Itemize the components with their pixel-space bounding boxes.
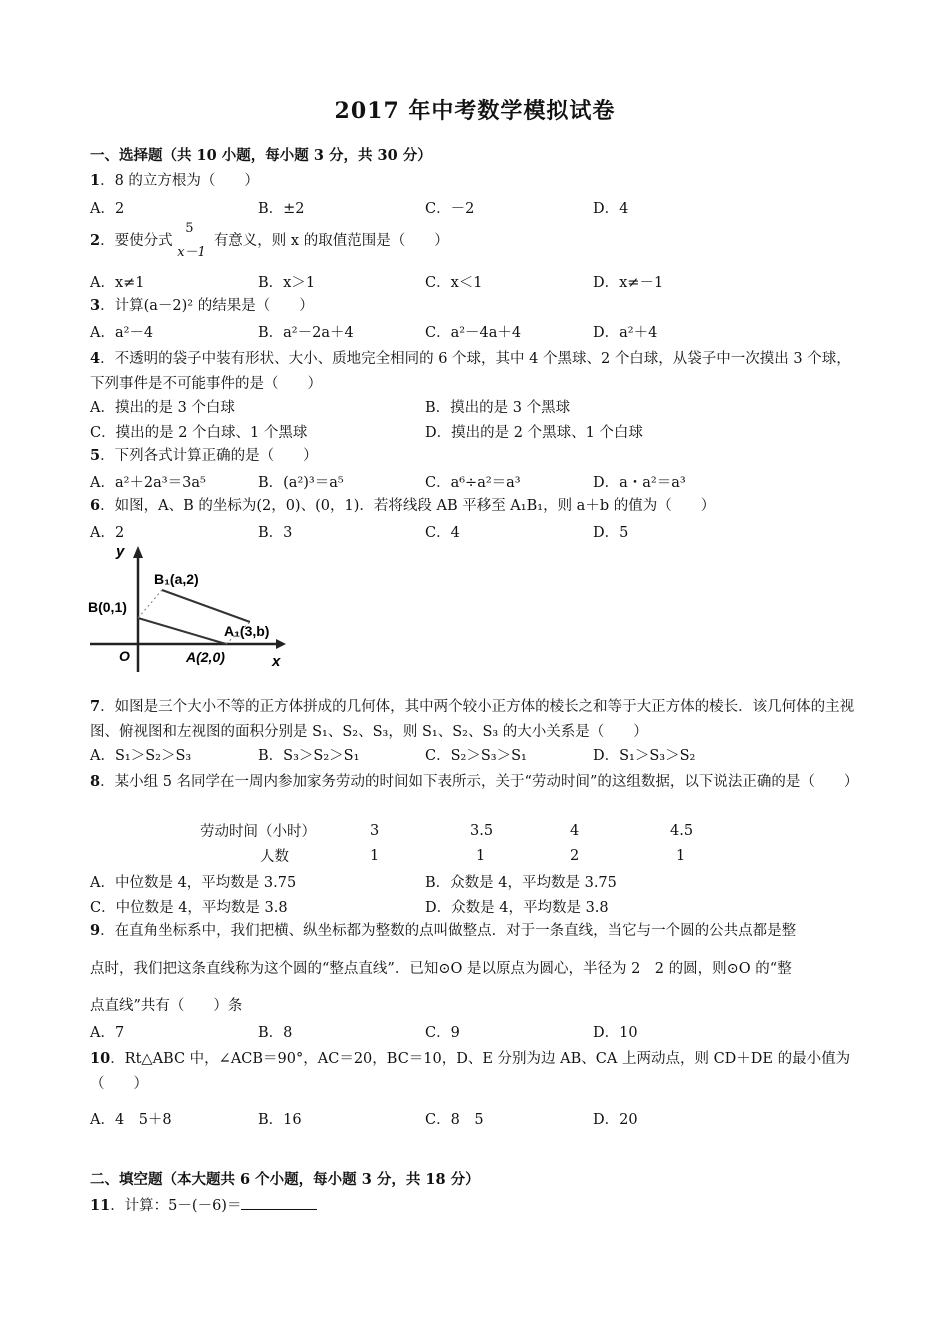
q6-option-b: B．3 bbox=[258, 525, 293, 541]
translation-guide-b bbox=[138, 590, 162, 618]
question-10 bbox=[90, 1046, 860, 1097]
table-row bbox=[200, 818, 730, 843]
page-title: 2017 年中考数学模拟试卷 bbox=[334, 98, 616, 124]
question-text: ．在直角坐标系中，我们把横、纵坐标都为整数的点叫做整点．对于一条直线，当它与一个圆的公共点都是整 bbox=[100, 923, 797, 939]
question-text: ．某小组 5 名同学在一周内参加家务劳动的时间如下表所示，关于“劳动时间”的这组数据，以下说法正确的是（ ） bbox=[100, 774, 859, 790]
q8-option-a: A．中位数是 4，平均数是 3.75 bbox=[90, 875, 297, 891]
question-number: 8 bbox=[90, 773, 101, 790]
q7-option-a: A．S₁＞S₂＞S₃ bbox=[90, 748, 192, 764]
q10-option-d: D．20 bbox=[593, 1112, 638, 1128]
q2-option-a: A．x≠1 bbox=[90, 275, 145, 291]
question-text: ．计算(a－2)² 的结果是（ ） bbox=[100, 298, 314, 314]
q10-option-c: C．8 5 bbox=[425, 1112, 484, 1128]
table-cell: 4.5 bbox=[670, 822, 694, 839]
question-number: 2 bbox=[90, 232, 101, 249]
q8-option-b: B．众数是 4，平均数是 3.75 bbox=[425, 875, 617, 891]
q3-option-c: C．a²－4a＋4 bbox=[425, 325, 522, 341]
question-2 bbox=[90, 221, 449, 260]
table-row-label: 劳动时间（小时） bbox=[200, 824, 316, 840]
point-b-label: B(0,1) bbox=[88, 599, 127, 615]
question-number: 9 bbox=[90, 922, 101, 939]
table-row bbox=[200, 843, 730, 868]
question-5 bbox=[90, 446, 318, 466]
question-number: 4 bbox=[90, 350, 101, 367]
table-cell: 1 bbox=[476, 847, 486, 864]
question-text: ．如图，A、B 的坐标为(2，0)、(0，1)．若将线段 AB 平移至 A₁B₁，则 a＋b 的值为（ ） bbox=[100, 498, 716, 514]
question-text: ．不透明的袋子中装有形状、大小、质地完全相同的 6 个球，其中 4 个黑球、2 个白球，从袋子中一次摸出 3 个球，下列事件是不可能事件的是（ ） bbox=[90, 351, 851, 392]
q6-option-c: C．4 bbox=[425, 525, 460, 541]
question-9-line-1 bbox=[90, 921, 796, 941]
question-7 bbox=[90, 694, 860, 745]
question-6 bbox=[90, 496, 715, 516]
question-text-post: 有意义，则 x 的取值范围是（ ） bbox=[213, 233, 449, 249]
section1-heading: 一、选择题（共 10 小题，每小题 3 分，共 30 分） bbox=[90, 147, 432, 164]
q3-option-d: D．a²＋4 bbox=[593, 325, 658, 341]
q9-option-c: C．9 bbox=[425, 1025, 460, 1041]
table-cell: 4 bbox=[570, 822, 580, 839]
q1-option-b: B．±2 bbox=[258, 201, 305, 217]
table-cell: 1 bbox=[676, 847, 686, 864]
question-3 bbox=[90, 296, 314, 316]
question-text-pre: ．要使分式 bbox=[100, 233, 173, 249]
y-axis-arrow bbox=[133, 546, 143, 558]
q3-option-b: B．a²－2a＋4 bbox=[258, 325, 354, 341]
table-cell: 3.5 bbox=[470, 822, 494, 839]
question-number: 5 bbox=[90, 447, 101, 464]
question-11 bbox=[90, 1195, 317, 1216]
fraction bbox=[177, 221, 209, 260]
q3-option-a: A．a²－4 bbox=[90, 325, 154, 341]
q10-option-b: B．16 bbox=[258, 1112, 302, 1128]
segment-ab bbox=[138, 618, 226, 644]
x-axis-arrow bbox=[276, 639, 286, 649]
q4-option-a: A．摸出的是 3 个白球 bbox=[90, 400, 235, 416]
section2-heading: 二、填空题（本大题共 6 个小题，每小题 3 分，共 18 分） bbox=[90, 1171, 480, 1188]
q8-option-c: C．中位数是 4，平均数是 3.8 bbox=[90, 900, 288, 916]
question-number: 1 bbox=[90, 172, 101, 189]
question-number: 7 bbox=[90, 698, 101, 715]
q2-option-c: C．x＜1 bbox=[425, 275, 483, 291]
q7-option-b: B．S₃＞S₂＞S₁ bbox=[258, 748, 360, 764]
q7-option-c: C．S₂＞S₃＞S₁ bbox=[425, 748, 527, 764]
x-axis-label: x bbox=[272, 653, 281, 670]
q2-option-d: D．x≠－1 bbox=[593, 275, 664, 291]
point-b1-label: B₁(a,2) bbox=[154, 571, 199, 587]
q9-option-b: B．8 bbox=[258, 1025, 293, 1041]
q6-option-d: D．5 bbox=[593, 525, 629, 541]
table-cell: 1 bbox=[370, 847, 380, 864]
q5-option-b: B．(a²)³＝a⁵ bbox=[258, 475, 344, 491]
question-text: ．计算：5－(－6)＝ bbox=[110, 1198, 242, 1214]
q9-option-a: A．7 bbox=[90, 1025, 125, 1041]
point-a1-label: A₁(3,b) bbox=[224, 623, 270, 639]
question-text: ．如图是三个大小不等的正方体拼成的几何体，其中两个较小正方体的棱长之和等于大正方体的棱长．该几何体的主视图、俯视图和左视图的面积分别是 S₁、S₂、S₃，则 S₁、S₂、S₃ 的大小关系是（ ） bbox=[90, 699, 855, 740]
answer-blank[interactable] bbox=[241, 1195, 317, 1210]
origin-label: O bbox=[119, 648, 130, 664]
question-number: 6 bbox=[90, 497, 101, 514]
q6-coordinate-figure bbox=[86, 542, 296, 676]
fraction-denominator: x－1 bbox=[177, 245, 206, 260]
q5-option-a: A．a²＋2a³＝3a⁵ bbox=[90, 475, 206, 491]
question-number: 11 bbox=[90, 1197, 111, 1214]
q5-option-d: D．a・a²＝a³ bbox=[593, 475, 686, 491]
q4-option-d: D．摸出的是 2 个黑球、1 个白球 bbox=[425, 425, 643, 441]
work-time-table bbox=[200, 818, 730, 868]
question-text: ．下列各式计算正确的是（ ） bbox=[100, 448, 318, 464]
table-row-label: 人数 bbox=[260, 849, 289, 865]
q7-option-d: D．S₁＞S₃＞S₂ bbox=[593, 748, 696, 764]
question-1 bbox=[90, 171, 259, 191]
q4-option-b: B．摸出的是 3 个黑球 bbox=[425, 400, 571, 416]
question-number: 3 bbox=[90, 297, 101, 314]
table-cell: 2 bbox=[570, 847, 580, 864]
q1-option-d: D．4 bbox=[593, 201, 629, 217]
q5-option-c: C．a⁶÷a²＝a³ bbox=[425, 475, 521, 491]
q2-option-b: B．x＞1 bbox=[258, 275, 316, 291]
question-text: ．Rt△ABC 中，∠ACB＝90°，AC＝20，BC＝10，D、E 分别为边 AB、CA 上两动点，则 CD＋DE 的最小值为（ ） bbox=[90, 1051, 851, 1092]
q4-option-c: C．摸出的是 2 个白球、1 个黑球 bbox=[90, 425, 308, 441]
point-a-label: A(2,0) bbox=[186, 649, 225, 665]
question-text: ．8 的立方根为（ ） bbox=[100, 173, 259, 189]
q8-option-d: D．众数是 4，平均数是 3.8 bbox=[425, 900, 609, 916]
q9-option-d: D．10 bbox=[593, 1025, 638, 1041]
table-cell: 3 bbox=[370, 822, 380, 839]
question-4 bbox=[90, 346, 860, 397]
question-8 bbox=[90, 769, 860, 795]
question-9-line-2: 点时，我们把这条直线称为这个圆的“整点直线”．已知⊙O 是以原点为圆心，半径为 2 2 的圆，则⊙O 的“整 bbox=[90, 961, 792, 977]
fraction-numerator: 5 bbox=[185, 221, 194, 236]
segment-a1b1 bbox=[162, 590, 250, 622]
q10-option-a: A．4 5＋8 bbox=[90, 1112, 172, 1128]
y-axis-label: y bbox=[116, 543, 125, 560]
question-number: 10 bbox=[90, 1050, 111, 1067]
question-9-line-3: 点直线”共有（ ）条 bbox=[90, 998, 243, 1014]
q1-option-c: C．－2 bbox=[425, 201, 475, 217]
q6-option-a: A．2 bbox=[90, 525, 125, 541]
q1-option-a: A．2 bbox=[90, 201, 125, 217]
